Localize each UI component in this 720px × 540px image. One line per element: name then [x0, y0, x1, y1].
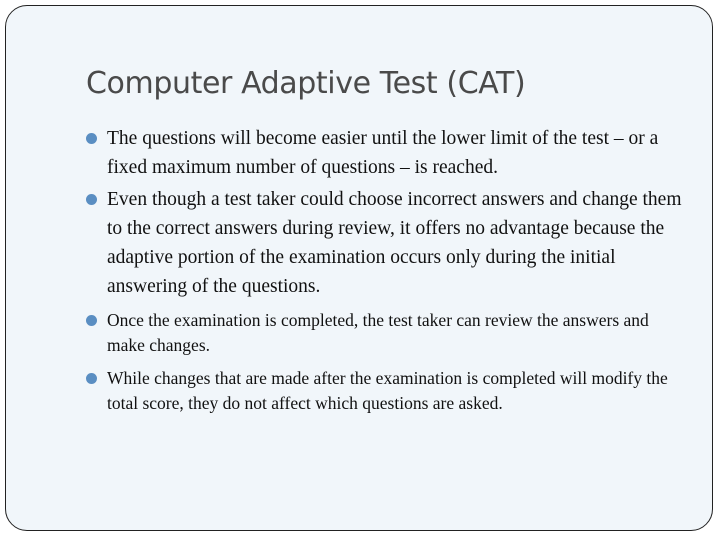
bullet-dot-icon — [86, 373, 97, 384]
bullet-dot-icon — [86, 194, 97, 205]
bullet-list — [86, 124, 686, 416]
bullet-item — [86, 308, 686, 358]
bullet-item — [86, 366, 686, 416]
bullet-text: Once the examination is completed, the test taker can review the answers and make changes. — [107, 310, 649, 355]
bullet-item — [86, 124, 686, 182]
bullet-text: The questions will become easier until the lower limit of the test – or a fixed maximum number of questions – is reached. — [107, 128, 659, 178]
bullet-item — [86, 185, 686, 301]
slide — [5, 5, 713, 531]
bullet-dot-icon — [86, 133, 97, 144]
bullet-dot-icon — [86, 315, 97, 326]
bullet-text: Even though a test taker could choose incorrect answers and change them to the correct answers during review, it offers no advantage because the adaptive portion of the examination occurs only during the initial answering of the questions. — [107, 189, 682, 297]
slide-title: Computer Adaptive Test (CAT) — [86, 66, 526, 101]
bullet-text: While changes that are made after the examination is completed will modify the total score, they do not affect which questions are asked. — [107, 368, 668, 413]
